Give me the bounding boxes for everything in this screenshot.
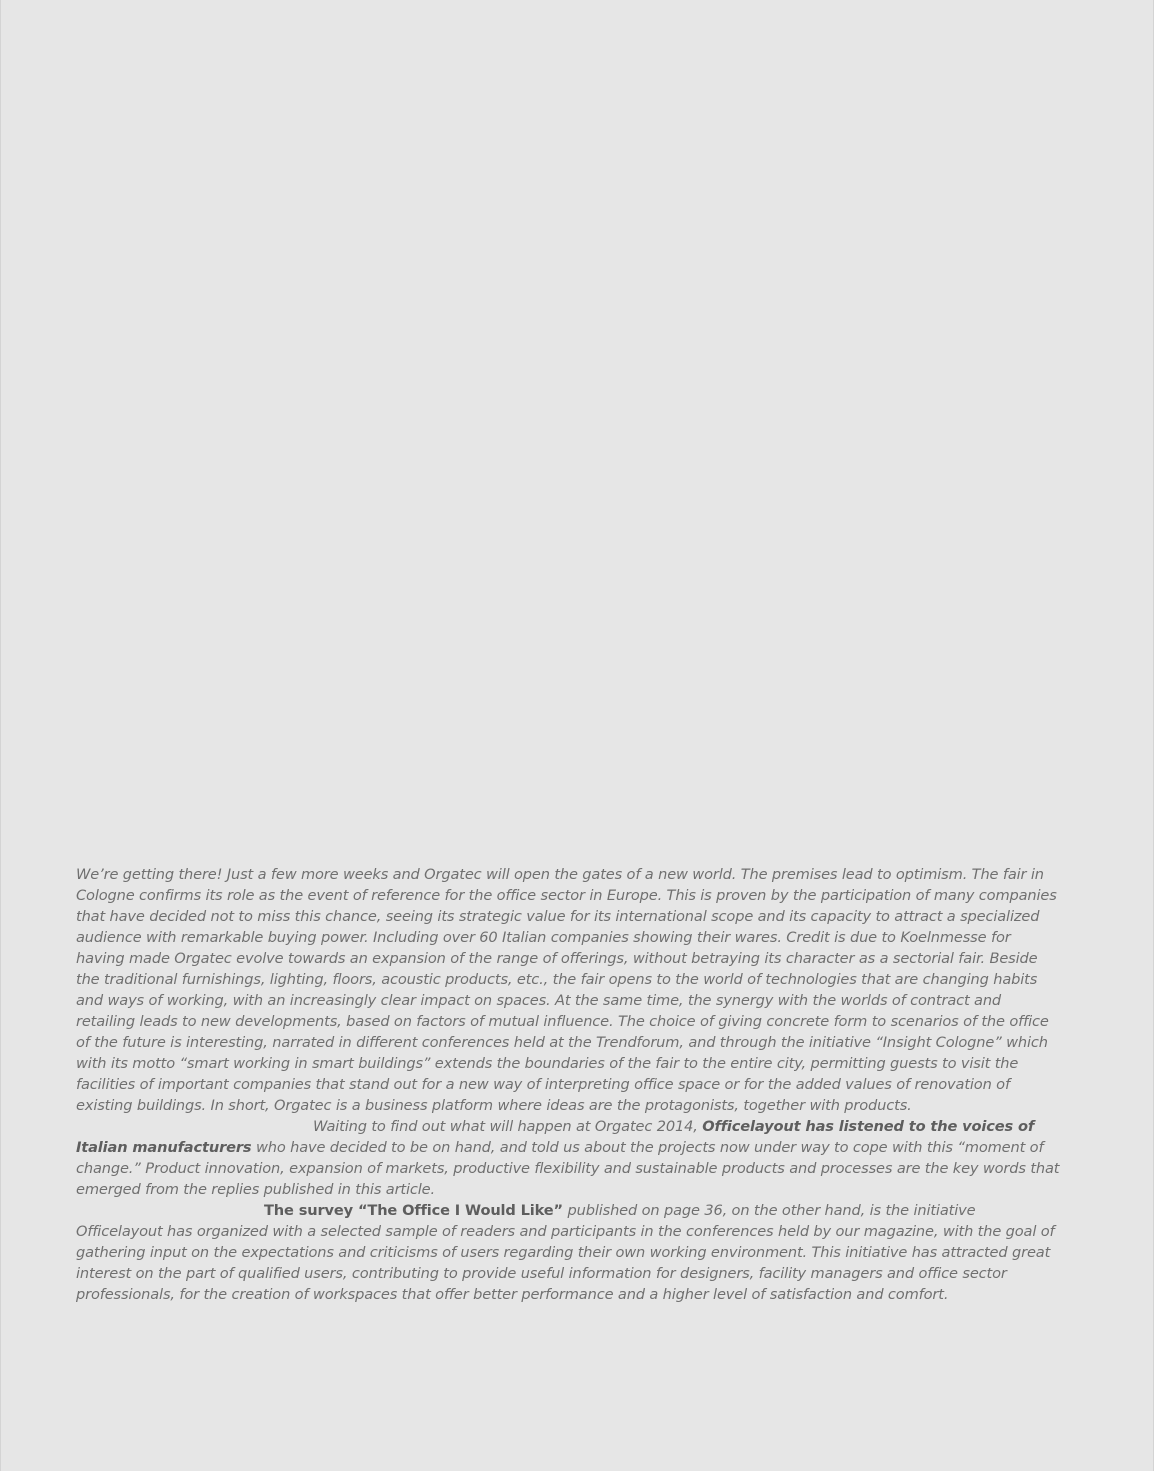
paragraph-intro: We’re getting there! Just a few more weeks and Orgatec will open the gates of a new world. The premises lead to optimism. The fair in Cologne confirms its role as the event of reference for the office sector in Europe. This is proven by the participation of many companies that have decided not to miss this chance, seeing its strategic value for its international scope and its capacity to attract a specialized audience with remarkable buying power. Including over 60 Italian companies showing their wares. Credit is due to Koelnmesse for having made Orgatec evolve towards an expansion of the range of offerings, without betraying its character as a sectorial fair. Beside the traditional furnishings, lighting, floors, acoustic products, etc., the fair opens to the world of technologies that are changing habits and ways of working, with an increasingly clear impact on spaces. At the same time, the synergy with the worlds of contract and retailing leads to new developments, based on factors of mutual influence. The choice of giving concrete form to scenarios of the office of the future is interesting, narrated in different conferences held at the Trendforum, and through the initiative “Insight Cologne” which with its motto “smart working in smart buildings” extends the boundaries of the fair to the entire city, permitting guests to visit the facilities of important companies that stand out for a new way of interpreting office space or for the added values of renovation of existing buildings. In short, Orgatec is a business platform where ideas are the protagonists, together with products. (76, 866, 1057, 1114)
article-text (76, 864, 1061, 1305)
paragraph-survey-rest: published on page 36, on the other hand, is the initiative Officelayout has organized with a selected sample of readers and participants in the conferences held by our magazine, with the goal of gathering input on the expectations and criticisms of users regarding their own working environment. This initiative has attracted great interest on the part of qualified users, contributing to provide useful information for designers, facility managers and office sector professionals, for the creation of workspaces that offer better performance and a higher level of satisfaction and comfort. (76, 1202, 1055, 1303)
paragraph-manufacturers-highlight: Officelayout has listened to the voices of Italian manufacturers (76, 1118, 1035, 1156)
paragraph-manufacturers-lead: Waiting to find out what will happen at Orgatec 2014, (313, 1118, 703, 1135)
paragraph-manufacturers-rest: who have decided to be on hand, and told us about the projects now under way to cope with this “moment of change.” Product innovation, expansion of markets, productive flexibility and sustainable products and processes are the key words that emerged from the replies published in this article. (76, 1139, 1060, 1198)
paragraph-manufacturers (76, 1116, 1061, 1200)
paragraph-survey (76, 1200, 1061, 1305)
paragraph-survey-highlight: The survey “The Office I Would Like” (264, 1202, 563, 1219)
